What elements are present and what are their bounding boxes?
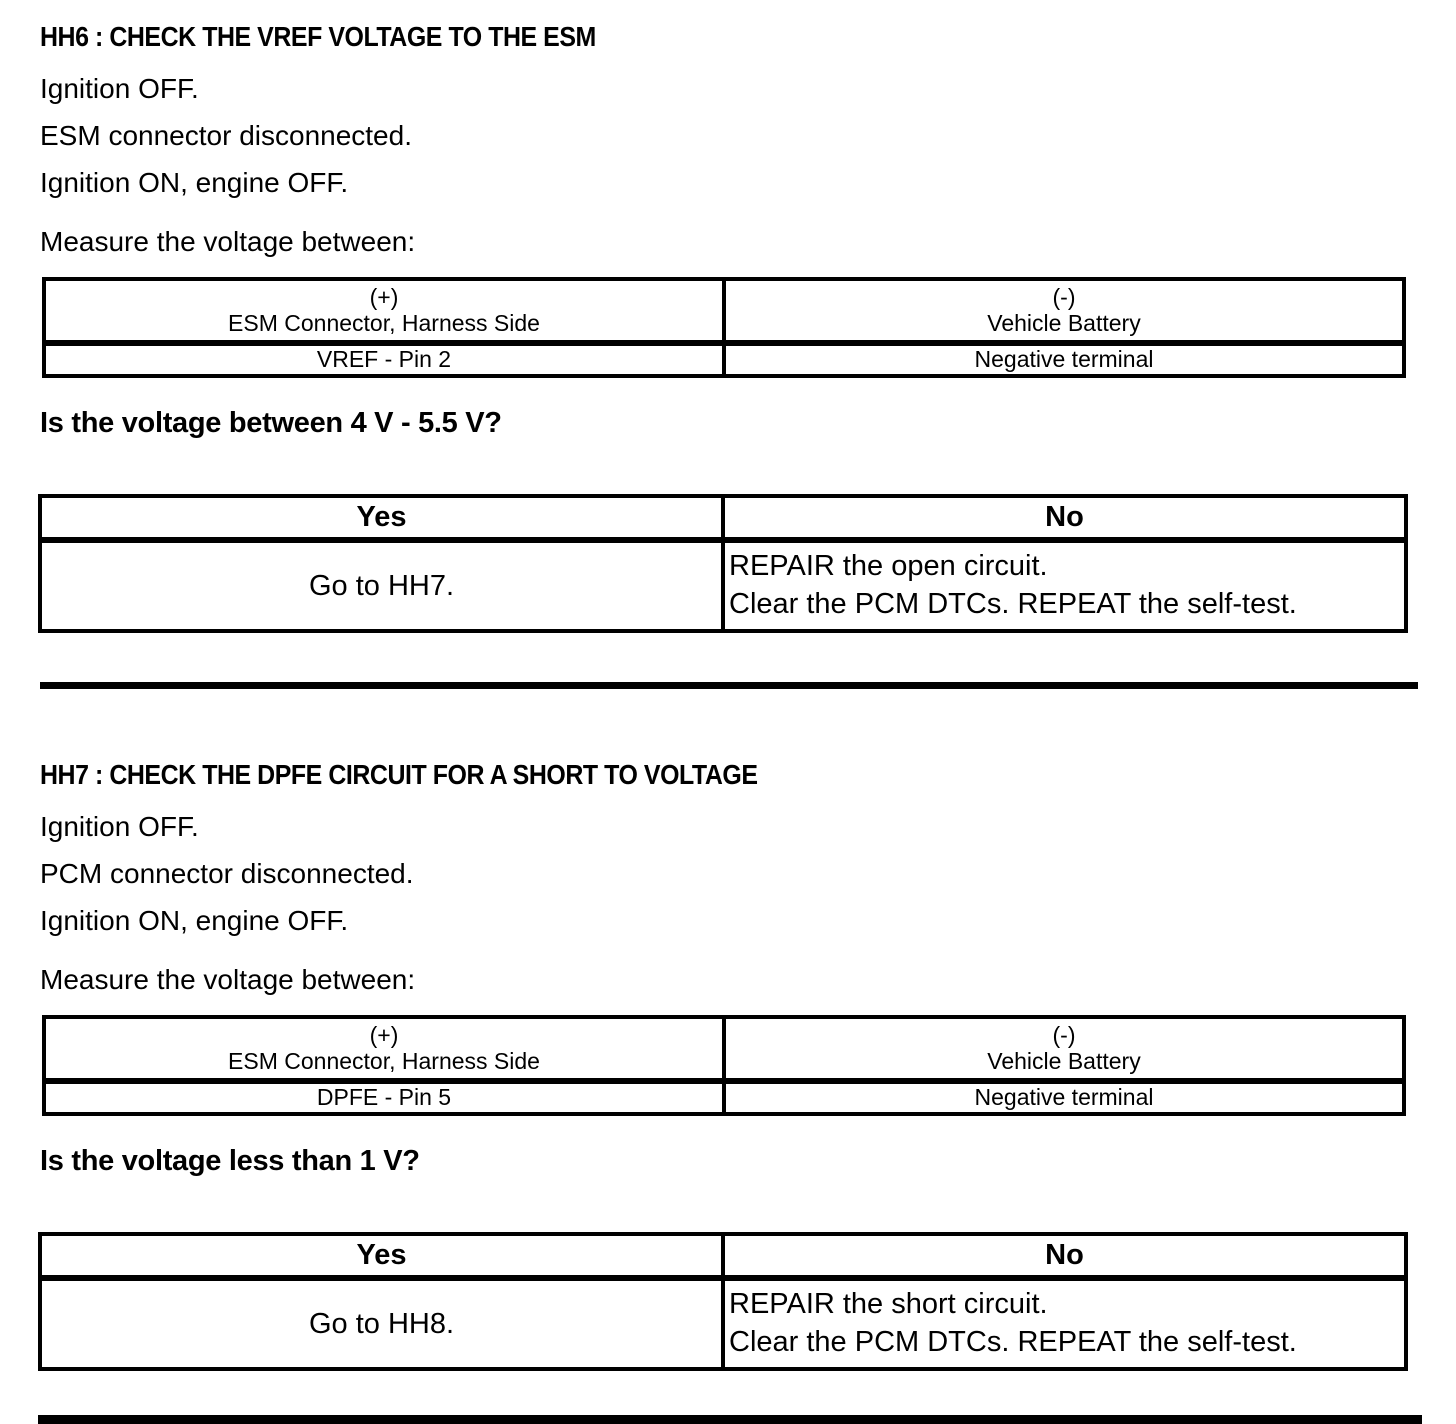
positive-pin-cell: VREF - Pin 2 xyxy=(44,343,724,376)
decision-table-action-row xyxy=(40,540,1406,631)
measure-instruction: Measure the voltage between: xyxy=(40,964,416,995)
negative-connector-label: Vehicle Battery xyxy=(987,1048,1141,1074)
no-action-cell xyxy=(723,540,1406,631)
decision-table-header-row xyxy=(40,496,1406,540)
no-column-header: No xyxy=(723,496,1406,540)
positive-symbol: (+) xyxy=(369,1022,399,1048)
positive-pin-cell: DPFE - Pin 5 xyxy=(44,1081,724,1114)
section-divider xyxy=(38,1415,1422,1424)
positive-connector-label: ESM Connector, Harness Side xyxy=(228,1048,540,1074)
test-question: Is the voltage between 4 V - 5.5 V? xyxy=(40,407,502,439)
step-line: Ignition OFF. xyxy=(40,811,199,842)
negative-symbol: (-) xyxy=(1052,284,1076,310)
no-action-line: Clear the PCM DTCs. REPEAT the self-test. xyxy=(729,588,1297,620)
no-action-line: REPAIR the open circuit. xyxy=(729,550,1048,582)
decision-table xyxy=(38,494,1408,633)
no-action-cell xyxy=(723,1278,1406,1369)
negative-lead-header-cell xyxy=(724,279,1404,343)
measurement-table-header-row xyxy=(44,1017,1404,1081)
pinpoint-test-section-hh7 xyxy=(40,760,1420,1424)
step-line: Ignition ON, engine OFF. xyxy=(40,167,349,198)
pinpoint-test-section-hh6 xyxy=(40,22,1420,689)
yes-action-cell: Go to HH8. xyxy=(40,1278,723,1369)
section-heading: HH7 : CHECK THE DPFE CIRCUIT FOR A SHORT TO VOLTAGE xyxy=(40,759,758,790)
measurement-table xyxy=(42,277,1406,378)
section-heading: HH6 : CHECK THE VREF VOLTAGE TO THE ESM xyxy=(40,21,596,52)
step-line: PCM connector disconnected. xyxy=(40,858,414,889)
measurement-table-value-row xyxy=(44,343,1404,376)
measurement-table-value-row xyxy=(44,1081,1404,1114)
negative-symbol: (-) xyxy=(1052,1022,1076,1048)
negative-pin-cell: Negative terminal xyxy=(724,1081,1404,1114)
step-line: ESM connector disconnected. xyxy=(40,120,412,151)
yes-action-cell: Go to HH7. xyxy=(40,540,723,631)
decision-table-header-row xyxy=(40,1234,1406,1278)
measure-instruction: Measure the voltage between: xyxy=(40,226,416,257)
step-line: Ignition ON, engine OFF. xyxy=(40,905,349,936)
yes-column-header: Yes xyxy=(40,1234,723,1278)
section-divider xyxy=(40,682,1418,689)
measurement-table-header-row xyxy=(44,279,1404,343)
yes-column-header: Yes xyxy=(40,496,723,540)
step-line: Ignition OFF. xyxy=(40,73,199,104)
positive-lead-header-cell xyxy=(44,1017,724,1081)
no-action-line: Clear the PCM DTCs. REPEAT the self-test. xyxy=(729,1326,1297,1358)
negative-lead-header-cell xyxy=(724,1017,1404,1081)
decision-table xyxy=(38,1232,1408,1371)
measurement-table xyxy=(42,1015,1406,1116)
positive-connector-label: ESM Connector, Harness Side xyxy=(228,310,540,336)
test-question: Is the voltage less than 1 V? xyxy=(40,1145,420,1177)
negative-pin-cell: Negative terminal xyxy=(724,343,1404,376)
positive-lead-header-cell xyxy=(44,279,724,343)
positive-symbol: (+) xyxy=(369,284,399,310)
no-column-header: No xyxy=(723,1234,1406,1278)
no-action-line: REPAIR the short circuit. xyxy=(729,1288,1048,1320)
decision-table-action-row xyxy=(40,1278,1406,1369)
negative-connector-label: Vehicle Battery xyxy=(987,310,1141,336)
